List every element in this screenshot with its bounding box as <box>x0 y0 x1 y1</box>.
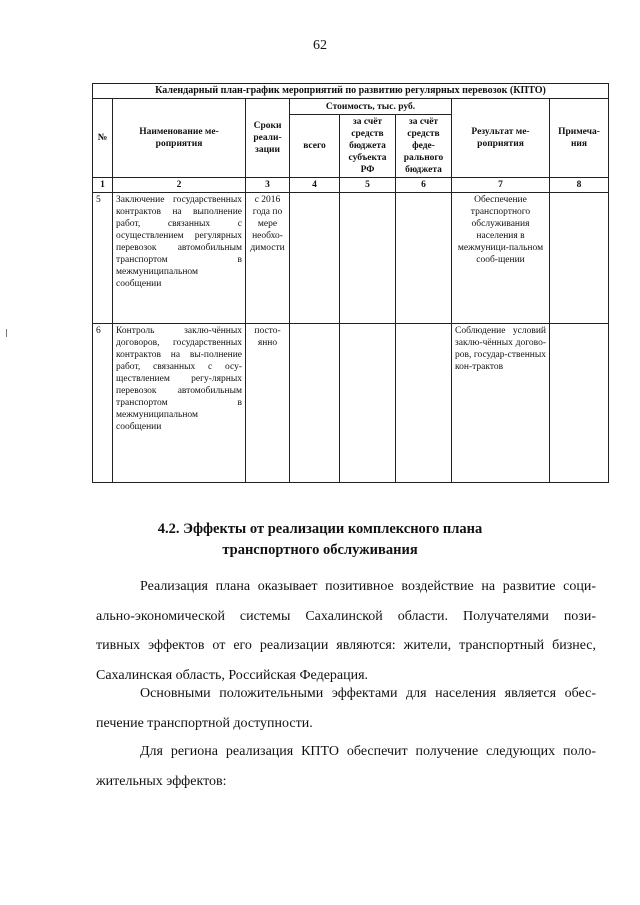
paragraph-1 <box>96 572 596 690</box>
row-federal <box>396 324 452 483</box>
row-name: Контроль заклю-чённых договоров, государственных контрактов на вы-полнение работ, связанных с осу-ществлением регу-лярных перевозок автомобильным транспортом в межмуниципальном сообщении <box>113 324 246 483</box>
column-number: 7 <box>452 178 550 193</box>
column-number: 3 <box>246 178 290 193</box>
section-heading-line: 4.2. Эффекты от реализации комплексного плана <box>157 521 483 537</box>
paragraph-line: жительных эффектов: <box>96 773 227 789</box>
row-result: Обеспечение транспортного обслуживания населения в межмуници-пальном сооб-щении <box>452 193 550 324</box>
paragraph-line: Основными положительными эффектами для населения является обес- <box>140 686 596 701</box>
row-terms: посто-янно <box>246 324 290 483</box>
header-regional: за счёт средств бюджета субъекта РФ <box>340 115 396 178</box>
header-terms: Сроки реали-зации <box>246 99 290 178</box>
row-notes <box>550 324 609 483</box>
header-result: Результат ме-роприятия <box>452 99 550 178</box>
page-number: 62 <box>313 38 327 53</box>
row-total <box>290 193 340 324</box>
row-num: 5 <box>93 193 113 324</box>
column-number: 1 <box>93 178 113 193</box>
section-heading <box>0 519 640 561</box>
row-federal <box>396 193 452 324</box>
paragraph-line: печение транспортной доступности. <box>96 715 313 731</box>
row-terms: с 2016 года по мере необхо-димости <box>246 193 290 324</box>
margin-mark <box>6 329 7 337</box>
row-total <box>290 324 340 483</box>
row-notes <box>550 193 609 324</box>
column-number: 6 <box>396 178 452 193</box>
row-result: Соблюдение условий заклю-чённых догово-ров, государ-ственных кон-трактов <box>452 324 550 483</box>
column-number: 2 <box>113 178 246 193</box>
header-num: № <box>93 99 113 178</box>
paragraph-line: тивных эффектов от его реализации являются: жители, транспортный бизнес, <box>96 638 596 653</box>
paragraph-line: Сахалинская область, Российская Федерация. <box>96 667 369 683</box>
column-number: 5 <box>340 178 396 193</box>
row-num: 6 <box>93 324 113 483</box>
header-total: всего <box>290 115 340 178</box>
paragraph-line: ально-экономической системы Сахалинской области. Получателями пози- <box>96 608 596 624</box>
header-federal: за счёт средств феде-рального бюджета <box>396 115 452 178</box>
paragraph-2 <box>96 679 596 738</box>
header-notes: Примеча-ния <box>550 99 609 178</box>
schedule-table <box>92 83 609 483</box>
row-name: Заключение государственных контрактов на выполнение работ, связанных с осуществлением регулярных перевозок автомобильным транспортом в межмуниципальном сообщении <box>113 193 246 324</box>
paragraph-line: Реализация плана оказывает позитивное воздействие на развитие соци- <box>140 579 596 594</box>
table-caption: Календарный план-график мероприятий по развитию регулярных перевозок (КПТО) <box>93 84 609 99</box>
column-number: 4 <box>290 178 340 193</box>
paragraph-line: Для региона реализация КПТО обеспечит получение следующих поло- <box>140 744 596 759</box>
section-heading-line: транспортного обслуживания <box>222 542 418 558</box>
table-row <box>93 324 609 483</box>
column-number: 8 <box>550 178 609 193</box>
paragraph-3 <box>96 737 596 796</box>
column-number-row <box>93 178 609 193</box>
row-regional <box>340 193 396 324</box>
table-row <box>93 193 609 324</box>
header-name: Наименование ме-роприятия <box>113 99 246 178</box>
header-cost: Стоимость, тыс. руб. <box>290 99 452 115</box>
row-regional <box>340 324 396 483</box>
